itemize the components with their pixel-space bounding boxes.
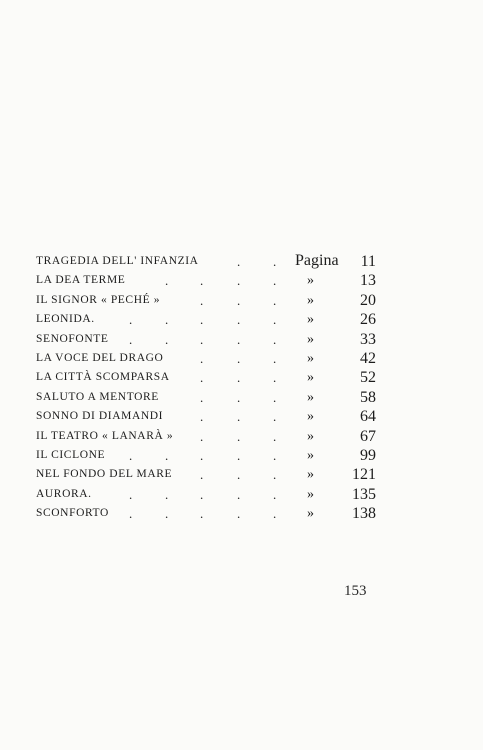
toc-ditto-mark: » (307, 292, 314, 308)
toc-entry-title: IL TEATRO « LANARÀ » (36, 429, 174, 442)
leader-dot: . (273, 331, 277, 347)
leader-dot: . (200, 370, 204, 386)
toc-entry (36, 330, 376, 349)
leader-dot: . (165, 447, 169, 463)
toc-entry (36, 388, 376, 407)
leader-dot: . (165, 331, 169, 347)
leader-dot: . (200, 447, 204, 463)
leader-dot: . (273, 350, 277, 366)
toc-ditto-mark: » (307, 409, 314, 425)
toc-ditto-mark: » (307, 467, 314, 483)
leader-dot: . (129, 447, 133, 463)
toc-entry-title: TRAGEDIA DELL' INFANZIA (36, 255, 199, 267)
leader-dot: . (165, 486, 169, 502)
toc-entry-page: 99 (360, 446, 376, 464)
toc-entry (36, 446, 376, 465)
toc-ditto-mark: » (307, 428, 314, 444)
leader-dot: . (273, 254, 277, 269)
toc-ditto-mark: » (307, 273, 314, 289)
toc-entry-page: 121 (352, 466, 376, 484)
toc-ditto-mark: » (307, 486, 314, 502)
toc-entry-page: 13 (360, 272, 376, 290)
leader-dot: . (237, 389, 241, 405)
leader-dot: . (165, 312, 169, 328)
leader-dot: . (237, 292, 241, 308)
leader-dot: . (273, 273, 277, 289)
toc-page-label: Pagina (295, 252, 339, 269)
toc-entry (36, 291, 376, 310)
toc-entry-title: NEL FONDO DEL MARE (36, 468, 173, 481)
toc-entry-title: IL CICLONE (36, 448, 106, 461)
leader-dot: . (129, 312, 133, 328)
leader-dot: . (237, 312, 241, 328)
toc-entry (36, 485, 376, 504)
leader-dot: . (273, 447, 277, 463)
toc-entry-title: LA VOCE DEL DRAGO (36, 351, 164, 364)
toc-ditto-mark: » (307, 331, 314, 347)
toc-entry-page: 20 (360, 291, 376, 309)
toc-entry (36, 407, 376, 426)
toc-entry-page: 64 (360, 408, 376, 426)
leader-dot: . (237, 486, 241, 502)
leader-dot: . (200, 350, 204, 366)
leader-dot: . (200, 428, 204, 444)
toc-entry-title: SCONFORTO (36, 507, 109, 520)
leader-dot: . (273, 370, 277, 386)
page-number: 153 (344, 583, 367, 599)
leader-dot: . (237, 409, 241, 425)
toc-entry-title: AURORA. (36, 487, 92, 500)
toc-ditto-mark: » (307, 447, 314, 463)
leader-dot: . (165, 506, 169, 522)
toc-entry-title: IL SIGNOR « PECHÉ » (36, 293, 161, 306)
leader-dot: . (129, 486, 133, 502)
toc-entry-title: SENOFONTE (36, 332, 109, 345)
toc-entry (36, 310, 376, 329)
leader-dot: . (273, 467, 277, 483)
toc-entry-page: 58 (360, 388, 376, 406)
leader-dot: . (273, 506, 277, 522)
leader-dot: . (237, 428, 241, 444)
leader-dot: . (200, 312, 204, 328)
leader-dot: . (273, 389, 277, 405)
toc-entry-page: 135 (352, 485, 376, 503)
toc-entry-title: LA CITTÀ SCOMPARSA (36, 371, 170, 384)
toc-entry-page: 26 (360, 311, 376, 329)
toc-entry (36, 427, 376, 446)
leader-dot: . (165, 273, 169, 289)
toc-entry (36, 252, 376, 271)
leader-dot: . (237, 506, 241, 522)
leader-dot: . (200, 486, 204, 502)
toc-entry (36, 504, 376, 523)
toc-entry (36, 465, 376, 484)
toc-ditto-mark: » (307, 389, 314, 405)
leader-dot: . (200, 331, 204, 347)
leader-dot: . (200, 409, 204, 425)
toc-entry (36, 271, 376, 290)
leader-dot: . (129, 506, 133, 522)
leader-dot: . (200, 273, 204, 289)
toc-ditto-mark: » (307, 506, 314, 522)
leader-dot: . (200, 292, 204, 308)
leader-dot: . (237, 370, 241, 386)
toc-entry (36, 349, 376, 368)
leader-dot: . (237, 447, 241, 463)
toc-entry-page: 138 (352, 505, 376, 523)
leader-dot: . (237, 467, 241, 483)
toc-entry-page: 52 (360, 369, 376, 387)
leader-dot: . (129, 331, 133, 347)
table-of-contents (36, 252, 376, 523)
toc-ditto-mark: » (307, 370, 314, 386)
toc-entry-title: LA DEA TERME (36, 274, 126, 287)
leader-dot: . (200, 467, 204, 483)
leader-dot: . (237, 331, 241, 347)
leader-dot: . (273, 312, 277, 328)
leader-dot: . (200, 389, 204, 405)
leader-dot: . (237, 350, 241, 366)
leader-dot: . (273, 428, 277, 444)
leader-dot: . (273, 292, 277, 308)
leader-dot: . (200, 506, 204, 522)
toc-entry-page: 33 (360, 330, 376, 348)
leader-dot: . (237, 273, 241, 289)
toc-entry-page: 67 (360, 427, 376, 445)
toc-ditto-mark: » (307, 312, 314, 328)
toc-entry-title: SALUTO A MENTORE (36, 390, 159, 403)
leader-dot: . (273, 486, 277, 502)
toc-entry (36, 368, 376, 387)
leader-dot: . (273, 409, 277, 425)
leader-dot: . (237, 254, 241, 269)
toc-entry-page: 42 (360, 349, 376, 367)
toc-entry-title: SONNO DI DIAMANDI (36, 410, 164, 423)
toc-entry-title: LEONIDA. (36, 313, 95, 326)
toc-entry-page: 11 (360, 253, 376, 270)
toc-ditto-mark: » (307, 350, 314, 366)
